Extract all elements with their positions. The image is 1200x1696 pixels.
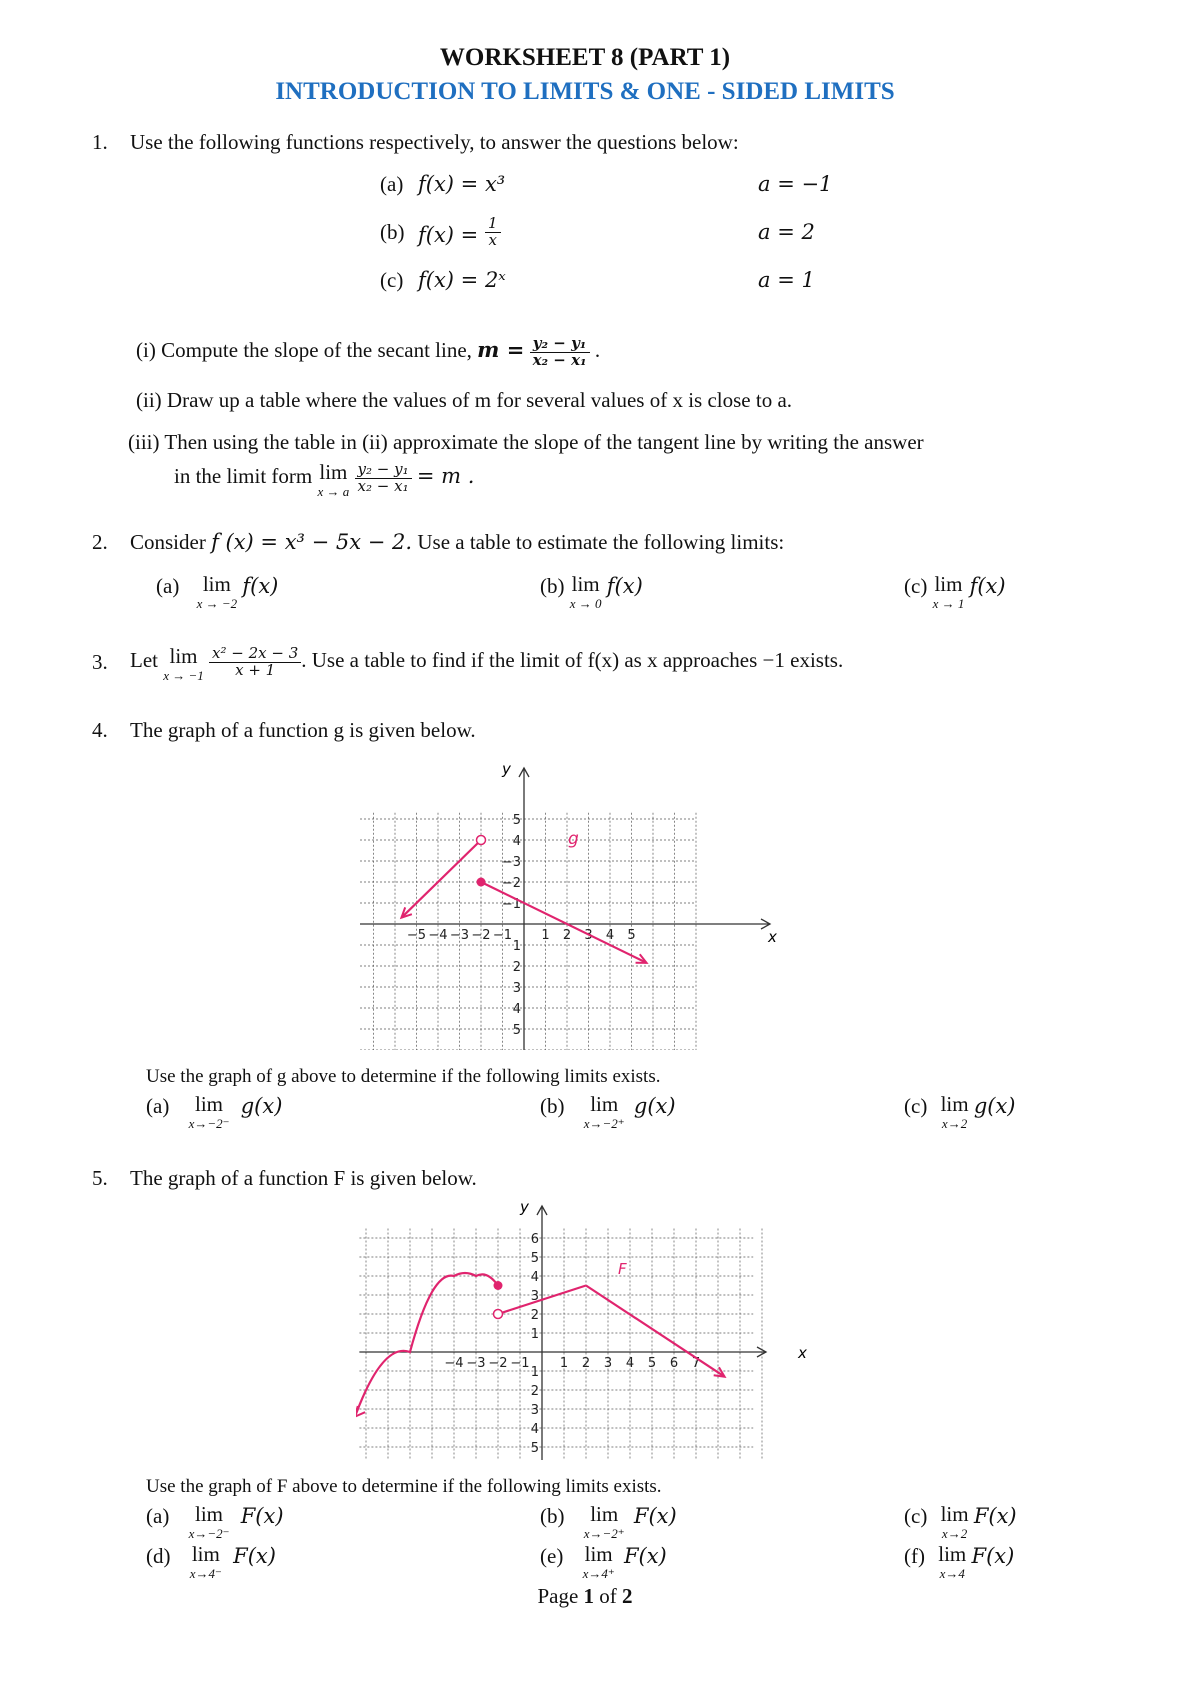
graph-F-x-axis-label: x xyxy=(798,1344,807,1362)
x-tick-label: 3 xyxy=(584,928,593,943)
q5-limit-a: (a) lim x→−2⁻ F(x) xyxy=(146,1502,284,1541)
page-total: 2 xyxy=(622,1584,633,1608)
q1-part-ii: (ii) Draw up a table where the values of m for several values of x is close to a. xyxy=(136,388,793,412)
q5-number: 5. xyxy=(92,1166,108,1190)
limit-subscript: x→−2⁻ xyxy=(188,1116,230,1131)
q3-text: Let lim x → −1 $\frac{\text{x² − 2x − 3}}{x + 1}$ . Use a table to find if the limit of f(x) as x approaches −1 exists. xyxy=(130,644,844,683)
limit-subscript: x → −1 xyxy=(163,668,204,683)
q3-number: 3. xyxy=(92,650,108,674)
q5-limit-b: (b) lim x→−2⁺ F(x) xyxy=(540,1502,677,1541)
q4-limit-a: (a) lim x→−2⁻ g(x) xyxy=(146,1092,283,1131)
page-footer xyxy=(0,1584,1170,1609)
q1-a-value-b: a = 2 xyxy=(758,220,815,244)
limit-subscript: x→−2⁺ xyxy=(583,1116,625,1131)
secant-slope-fraction xyxy=(530,336,590,369)
y-tick-label: 4 xyxy=(512,834,521,849)
q1-func-b-label: (b) xyxy=(380,220,405,244)
x-tick-label: −3 xyxy=(449,928,470,943)
limit-subscript: x → 0 xyxy=(569,596,602,611)
q1-a-value-a: a = −1 xyxy=(758,172,833,196)
limit-subscript: x→4⁻ xyxy=(189,1566,222,1581)
q2-formula: f (x) = x³ − 5x − 2. xyxy=(211,530,413,554)
fraction-numerator: 1 xyxy=(485,216,501,233)
y-tick-label: 5 xyxy=(530,1251,539,1266)
curve-segment-1 xyxy=(401,840,481,918)
q4-number: 4. xyxy=(92,718,108,742)
q2-text xyxy=(130,530,784,555)
limit-subscript: x→4 xyxy=(939,1566,965,1581)
graph-F-grid xyxy=(359,1229,762,1461)
y-tick-label: 2 xyxy=(512,960,521,975)
graph-F-curve xyxy=(356,1273,725,1417)
fraction-numerator: y₂ − y₁ xyxy=(355,462,412,479)
q5-limit-f: (f) lim x→4 F(x) xyxy=(904,1542,1015,1581)
q4-instruction: Use the graph of g above to determine if the following limits exists. xyxy=(146,1066,661,1087)
y-tick-label: −2 xyxy=(501,876,521,891)
q1-text: Use the following functions respectively, to answer the questions below: xyxy=(130,130,739,154)
tangent-slope-fraction xyxy=(355,462,412,495)
limit-expression: F(x) xyxy=(233,1544,276,1568)
limit-label: (a) xyxy=(146,1504,170,1528)
y-tick-label: 3 xyxy=(530,1403,539,1418)
x-tick-label: −5 xyxy=(406,928,427,943)
slope-symbol: m = xyxy=(477,337,525,363)
x-tick-label: −3 xyxy=(466,1356,486,1371)
fraction-denominator: x₂ − x₁ xyxy=(532,350,587,369)
worksheet-subtitle: INTRODUCTION TO LIMITS & ONE - SIDED LIMITS xyxy=(275,78,895,105)
q4-limit-b: (b) lim x→−2⁺ g(x) xyxy=(540,1092,676,1131)
x-tick-label: 4 xyxy=(625,1356,635,1371)
y-tick-label: 1 xyxy=(512,939,521,954)
q5-instruction: Use the graph of F above to determine if the following limits exists. xyxy=(146,1476,662,1497)
q5-limit-c: (c) lim x→2 F(x) xyxy=(904,1502,1017,1541)
fraction-denominator: x₂ − x₁ xyxy=(357,476,409,495)
y-tick-label: 4 xyxy=(530,1270,539,1285)
limit-subscript: x→2 xyxy=(941,1116,968,1131)
limit-label: (e) xyxy=(540,1544,564,1568)
graph-F-tick-labels xyxy=(444,1232,700,1456)
limit-label: (f) xyxy=(904,1544,925,1568)
closed-point xyxy=(494,1281,503,1290)
fraction-denominator: x xyxy=(488,230,497,249)
q2-text-a: Consider xyxy=(130,530,206,554)
limit-label: (c) xyxy=(904,1094,928,1118)
q4-limit-c: (c) lim x→2 g(x) xyxy=(904,1092,1016,1131)
limit-subscript: x → 1 xyxy=(932,596,965,611)
y-tick-label: 2 xyxy=(530,1308,539,1323)
q1-part-i: (i) Compute the slope of the secant line, m = $\frac{\text{y₂ − y₁}}{\text{x₂ − x₁}}$ . xyxy=(136,334,601,369)
graph-g xyxy=(360,760,800,1050)
q3-fraction xyxy=(209,646,301,679)
x-tick-label: −2 xyxy=(471,928,491,943)
y-tick-label: 4 xyxy=(530,1422,539,1437)
q2-limit-c: (c) lim x → 1 f(x) xyxy=(904,572,1006,611)
limit-expression: g(x) xyxy=(633,1094,676,1118)
q1-a-value-c: a = 1 xyxy=(758,268,815,292)
limit-expression: F(x) xyxy=(240,1504,284,1528)
limit-expression: g(x) xyxy=(973,1094,1016,1118)
y-tick-label: 3 xyxy=(512,981,521,996)
q3-let: Let xyxy=(130,648,158,673)
q3-question: . Use a table to find if the limit of f(x) as x approaches −1 exists. xyxy=(301,648,844,673)
x-tick-label: −1 xyxy=(492,928,513,943)
q2-text-b: Use a table to estimate the following limits: xyxy=(417,530,785,554)
limit-subscript: x→4⁺ xyxy=(582,1566,615,1581)
q1-func-b-lhs: f(x) = xyxy=(418,222,479,247)
q1-part-iii-line2 xyxy=(174,462,474,498)
fraction-numerator: y₂ − y₁ xyxy=(530,336,590,353)
y-tick-label: 4 xyxy=(512,1002,521,1017)
limit-label: (d) xyxy=(146,1544,171,1568)
y-tick-label: 3 xyxy=(530,1289,539,1304)
q2-limit-b: (b) lim x → 0 f(x) xyxy=(540,572,643,611)
limit-expression: F(x) xyxy=(973,1504,1017,1528)
limit-expression: f(x) xyxy=(606,574,643,598)
graph-F-label: F xyxy=(618,1260,627,1278)
x-tick-label: −4 xyxy=(428,928,448,943)
x-tick-label: 4 xyxy=(605,928,615,943)
q2-number: 2. xyxy=(92,530,108,554)
limit-expression: F(x) xyxy=(971,1544,1015,1568)
x-tick-label: 2 xyxy=(562,928,572,943)
part-i-text: (i) Compute the slope of the secant line, xyxy=(136,338,472,363)
q2-limit-a: (a) lim x → −2 f(x) xyxy=(156,572,279,611)
closed-point xyxy=(477,878,486,887)
x-tick-label: −4 xyxy=(444,1356,464,1371)
q1-func-b xyxy=(418,214,501,253)
part-iii-text: in the limit form xyxy=(174,464,313,489)
limit-label: (b) xyxy=(540,574,565,598)
limit-notation: lim x → a xyxy=(317,460,350,499)
limit-label: (b) xyxy=(540,1094,565,1118)
fraction-denominator: x + 1 xyxy=(235,660,276,679)
graph-F-y-axis-label: y xyxy=(520,1198,529,1216)
fraction-numerator: x² − 2x − 3 xyxy=(209,646,301,663)
y-tick-label: 1 xyxy=(530,1365,539,1380)
y-tick-label: 2 xyxy=(530,1384,539,1399)
limit-expression: f(x) xyxy=(242,574,279,598)
x-tick-label: 5 xyxy=(647,1356,657,1371)
limit-subscript: x→−2⁻ xyxy=(188,1526,230,1541)
x-tick-label: −1 xyxy=(510,1356,530,1371)
limit-expression: g(x) xyxy=(240,1094,283,1118)
limit-subscript: x → a xyxy=(317,484,350,499)
q5-text: The graph of a function F is given below. xyxy=(130,1166,477,1190)
q5-limit-d: (d) lim x→4⁻ F(x) xyxy=(146,1542,276,1581)
x-tick-label: 1 xyxy=(559,1356,569,1371)
limit-label: (a) xyxy=(156,574,180,598)
y-tick-label: −1 xyxy=(501,897,521,912)
curve-start-arrow xyxy=(356,1406,365,1417)
page-of: of xyxy=(599,1584,617,1608)
x-tick-label: 3 xyxy=(603,1356,613,1371)
x-tick-label: 5 xyxy=(627,928,636,943)
limit-label: (c) xyxy=(904,1504,928,1528)
x-tick-label: 2 xyxy=(581,1356,591,1371)
q4-text: The graph of a function g is given below. xyxy=(130,718,476,742)
curve-segment-2 xyxy=(481,882,647,963)
q5-limit-e: (e) lim x→4⁺ F(x) xyxy=(540,1542,667,1581)
graph-g-x-axis-label: x xyxy=(768,928,777,946)
limit-label: (c) xyxy=(904,574,928,598)
q1-func-c: f(x) = 2ˣ xyxy=(418,268,506,292)
graph-g-tick-labels xyxy=(407,813,636,1038)
page-number: 1 xyxy=(583,1584,595,1608)
y-tick-label: 1 xyxy=(530,1327,539,1342)
open-point xyxy=(477,836,486,845)
limit-subscript: x → −2 xyxy=(196,596,238,611)
limit-subscript: x→−2⁺ xyxy=(583,1526,625,1541)
curve-segment-1 xyxy=(356,1273,498,1417)
y-tick-label: 6 xyxy=(530,1232,539,1247)
limit-expression: F(x) xyxy=(633,1504,677,1528)
q1-func-c-label: (c) xyxy=(380,268,404,292)
x-tick-label: −2 xyxy=(488,1356,508,1371)
q1-func-b-fraction xyxy=(485,216,501,249)
x-tick-label: 6 xyxy=(669,1356,679,1371)
y-tick-label: 5 xyxy=(512,1023,521,1038)
q1-func-a-label: (a) xyxy=(380,172,404,196)
q1-func-a: f(x) = x³ xyxy=(418,172,506,196)
worksheet-title: WORKSHEET 8 (PART 1) xyxy=(439,44,731,71)
limit-label: (a) xyxy=(146,1094,170,1118)
limit-result: = m . xyxy=(416,464,475,489)
limit-expression: F(x) xyxy=(623,1544,667,1568)
limit-subscript: x→2 xyxy=(941,1526,968,1541)
open-point xyxy=(494,1310,503,1319)
page-prefix: Page xyxy=(537,1584,579,1608)
limit-label: (b) xyxy=(540,1504,565,1528)
q1-part-iii-line1: (iii) Then using the table in (ii) approximate the slope of the tangent line by writing the answer xyxy=(128,430,924,454)
x-tick-label: 1 xyxy=(541,928,550,943)
x-tick-label: 7 xyxy=(691,1356,701,1371)
graph-g-y-axis-label: y xyxy=(502,760,511,778)
q1-number: 1. xyxy=(92,130,108,154)
graph-F xyxy=(356,1198,816,1460)
y-tick-label: −3 xyxy=(501,855,521,870)
y-tick-label: 5 xyxy=(512,813,521,828)
graph-g-label: g xyxy=(568,829,579,849)
y-tick-label: 5 xyxy=(530,1441,539,1456)
limit-expression: f(x) xyxy=(969,574,1006,598)
